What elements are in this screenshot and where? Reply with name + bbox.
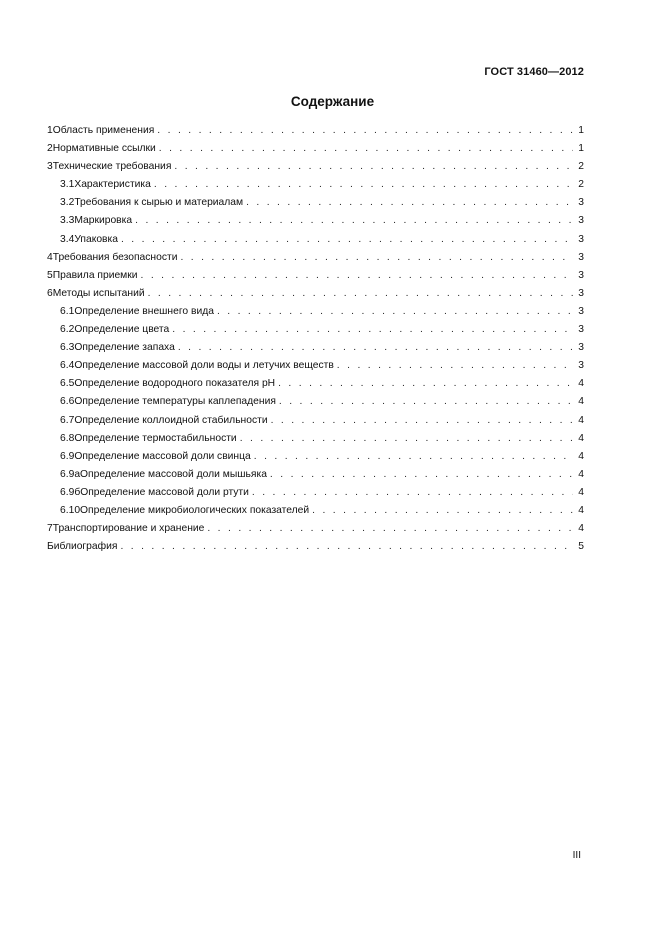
toc-entry-page: 4 [578, 486, 584, 498]
toc-entry-label: Маркировка [74, 215, 133, 227]
toc-entry-number: 3.4 [60, 233, 75, 245]
toc-leader-dots [246, 194, 573, 212]
table-of-contents [47, 122, 584, 556]
page-number: III [572, 850, 581, 861]
toc-entry[interactable] [47, 339, 584, 357]
toc-entry-page: 4 [578, 396, 584, 408]
toc-entry-page: 3 [578, 215, 584, 227]
toc-entry[interactable] [47, 303, 584, 321]
toc-leader-dots [207, 520, 573, 538]
toc-entry-label: Требования безопасности [52, 251, 178, 263]
toc-entry-label: Определение цвета [74, 324, 170, 336]
toc-entry-page: 1 [578, 143, 584, 155]
toc-entry-page: 4 [578, 468, 584, 480]
toc-entry-label: Правила приемки [52, 269, 138, 281]
toc-leader-dots [159, 140, 573, 158]
toc-entry-label: Определение запаха [74, 342, 175, 354]
toc-entry[interactable] [47, 176, 584, 194]
toc-entry-label: Технические требования [52, 161, 172, 173]
toc-entry-page: 3 [578, 269, 584, 281]
toc-entry[interactable] [47, 194, 584, 212]
toc-leader-dots [135, 212, 573, 230]
toc-entry-page: 4 [578, 450, 584, 462]
toc-entry-label: Определение массовой доли мышьяка [80, 468, 267, 480]
toc-entry-number: 6.9 [60, 450, 75, 462]
toc-entry-number: 6.4 [60, 360, 75, 372]
toc-entry-label: Определение внешнего вида [74, 305, 214, 317]
toc-entry-page: 3 [578, 324, 584, 336]
toc-leader-dots [121, 231, 573, 249]
toc-leader-dots [172, 321, 573, 339]
toc-entry-page: 1 [578, 125, 584, 136]
toc-entry[interactable] [47, 212, 584, 230]
toc-entry-label: Упаковка [74, 233, 118, 245]
toc-entry[interactable] [47, 412, 584, 430]
toc-entry[interactable] [47, 448, 584, 466]
toc-leader-dots [312, 502, 573, 520]
toc-leader-dots [240, 430, 573, 448]
toc-leader-dots [148, 285, 573, 303]
toc-entry-page: 3 [578, 197, 584, 209]
toc-entry-number: 6.3 [60, 342, 75, 354]
toc-entry-number: 3.2 [60, 197, 75, 209]
toc-leader-dots [337, 357, 573, 375]
toc-entry-page: 3 [578, 287, 584, 299]
toc-entry-number: 6.8 [60, 432, 75, 444]
toc-entry-number: 1 [47, 125, 53, 136]
toc-entry[interactable] [47, 321, 584, 339]
toc-leader-dots [217, 303, 573, 321]
toc-entry-number: 6.9б [60, 486, 81, 498]
toc-entry-number: 5 [47, 269, 53, 281]
toc-entry-page: 4 [578, 378, 584, 390]
toc-entry[interactable] [47, 267, 584, 285]
toc-entry-number: 6 [47, 287, 53, 299]
toc-entry[interactable] [47, 520, 584, 538]
toc-leader-dots [178, 339, 573, 357]
toc-entry[interactable] [47, 357, 584, 375]
toc-leader-dots [270, 466, 573, 484]
toc-entry-page: 3 [578, 305, 584, 317]
toc-entry-label: Определение массовой доли ртути [80, 486, 249, 498]
toc-entry-page: 4 [578, 504, 584, 516]
toc-entry[interactable] [47, 231, 584, 249]
toc-leader-dots [278, 375, 573, 393]
toc-entry-number: 6.6 [60, 396, 75, 408]
toc-entry-label: Область применения [52, 125, 155, 136]
toc-entry-page: 3 [578, 342, 584, 354]
toc-entry-page: 3 [578, 233, 584, 245]
toc-entry-label: Нормативные ссылки [52, 143, 156, 155]
toc-entry-number: 6.7 [60, 414, 75, 426]
toc-leader-dots [180, 249, 573, 267]
toc-entry-page: 2 [578, 161, 584, 173]
toc-entry[interactable] [47, 393, 584, 411]
toc-entry-number: 3 [47, 161, 53, 173]
toc-entry-page: 3 [578, 251, 584, 263]
toc-entry-number: 6.9а [60, 468, 81, 480]
toc-entry-page: 4 [578, 432, 584, 444]
toc-entry-label: Определение коллоидной стабильности [74, 414, 268, 426]
toc-entry-number: 4 [47, 251, 53, 263]
toc-leader-dots [271, 412, 573, 430]
toc-entry-number: 6.10 [60, 504, 81, 516]
toc-entry-page: 5 [578, 541, 584, 553]
toc-leader-dots [154, 176, 573, 194]
toc-entry-number: 7 [47, 523, 53, 535]
toc-entry-label: Требования к сырью и материалам [74, 197, 244, 209]
toc-leader-dots [141, 267, 573, 285]
toc-entry-page: 3 [578, 360, 584, 372]
toc-entry-number: 3.3 [60, 215, 75, 227]
toc-entry[interactable] [47, 285, 584, 303]
page-title: Содержание [290, 94, 375, 109]
toc-entry[interactable] [47, 466, 584, 484]
toc-entry-page: 4 [578, 414, 584, 426]
toc-leader-dots [254, 448, 573, 466]
toc-entry-label: Определение температуры каплепадения [74, 396, 276, 408]
toc-entry[interactable] [47, 122, 584, 140]
toc-entry[interactable] [47, 538, 584, 556]
toc-entry-label: Методы испытаний [52, 287, 145, 299]
toc-entry-page: 4 [578, 523, 584, 535]
toc-entry[interactable] [47, 484, 584, 502]
toc-entry-label: Определение массовой доли свинца [74, 450, 251, 462]
toc-entry-page: 2 [578, 179, 584, 191]
toc-entry[interactable] [47, 375, 584, 393]
toc-entry[interactable] [47, 140, 584, 158]
toc-entry-number: 6.5 [60, 378, 75, 390]
toc-leader-dots [279, 393, 573, 411]
toc-entry-label: Характеристика [74, 179, 151, 191]
toc-entry-label: Определение микробиологических показателей [80, 504, 310, 516]
toc-entry-label: Определение водородного показателя pH [74, 378, 276, 390]
toc-leader-dots [120, 538, 573, 556]
toc-leader-dots [157, 122, 573, 140]
toc-entry-label: Транспортирование и хранение [52, 523, 205, 535]
toc-entry[interactable] [47, 502, 584, 520]
toc-entry-number: 6.2 [60, 324, 75, 336]
document-id: ГОСТ 31460—2012 [484, 66, 584, 78]
toc-entry[interactable] [47, 158, 584, 176]
toc-entry-label: Определение термостабильности [74, 432, 237, 444]
toc-leader-dots [174, 158, 573, 176]
toc-entry-label: Библиография [47, 541, 118, 553]
toc-entry-number: 6.1 [60, 305, 75, 317]
toc-leader-dots [252, 484, 573, 502]
toc-entry-label: Определение массовой доли воды и летучих веществ [74, 360, 334, 372]
toc-entry-number: 2 [47, 143, 53, 155]
toc-entry[interactable] [47, 249, 584, 267]
toc-entry[interactable] [47, 430, 584, 448]
toc-entry-number: 3.1 [60, 179, 75, 191]
